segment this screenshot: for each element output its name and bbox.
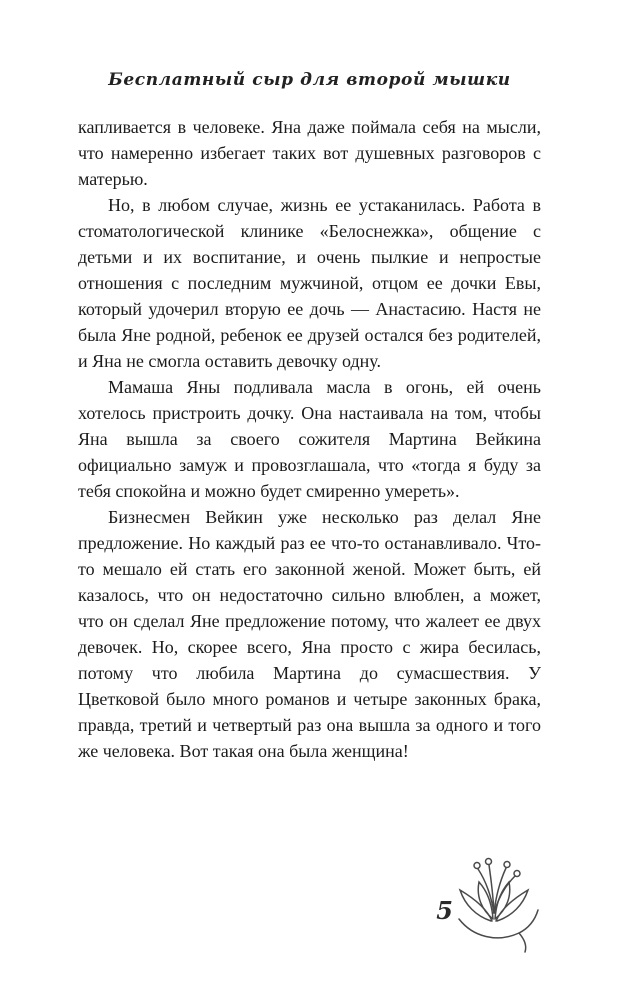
paragraph: Но, в любом случае, жизнь ее устаканилась. Работа в стоматологической клинике «Белоснежка», общение с детьми и их воспитание, и очень пылкие и непростые отношения с последним мужчиной, отцом ее дочки Евы, который удочерил вторую ее дочь — Анастасию. Настя не была Яне родной, ребенок ее друзей остался без родителей, и Яна не смогла оставить девочку одну. <box>78 195 541 371</box>
paragraph: Мамаша Яны подливала масла в огонь, ей очень хотелось пристроить дочку. Она настаивала на том, чтобы Яна вышла за своего сожителя Мартина Вейкина официально замуж и провозглашала, что «тогда я буду за тебя спокойна и можно будет смиренно умереть». <box>78 377 541 501</box>
paragraph: капливается в человеке. Яна даже поймала себя на мысли, что намеренно избегает таких вот душевных разговоров с матерью. <box>78 117 541 189</box>
book-title-header: Бесплатный сыр для второй мышки <box>108 70 511 90</box>
paragraph: Бизнесмен Вейкин уже несколько раз делал Яне предложение. Но каждый раз ее что-то останавливало. Что-то мешало ей стать его законной женой. Может быть, ей казалось, что он недостаточно сильно влюблен, а может, что он сделал Яне предложение потому, что жалеет ее двух девочек. Но, скорее всего, Яна просто с жира бесилась, потому что любила Мартина до сумасшествия. У Цветковой было много романов и четыре законных брака, правда, третий и четвертый раз она вышла за одного и того же человека. Вот такая она была женщина! <box>78 507 541 761</box>
page-number: 5 <box>436 896 453 925</box>
lotus-flower-icon <box>445 853 545 953</box>
page-text <box>78 114 541 764</box>
page-footer <box>436 853 545 953</box>
